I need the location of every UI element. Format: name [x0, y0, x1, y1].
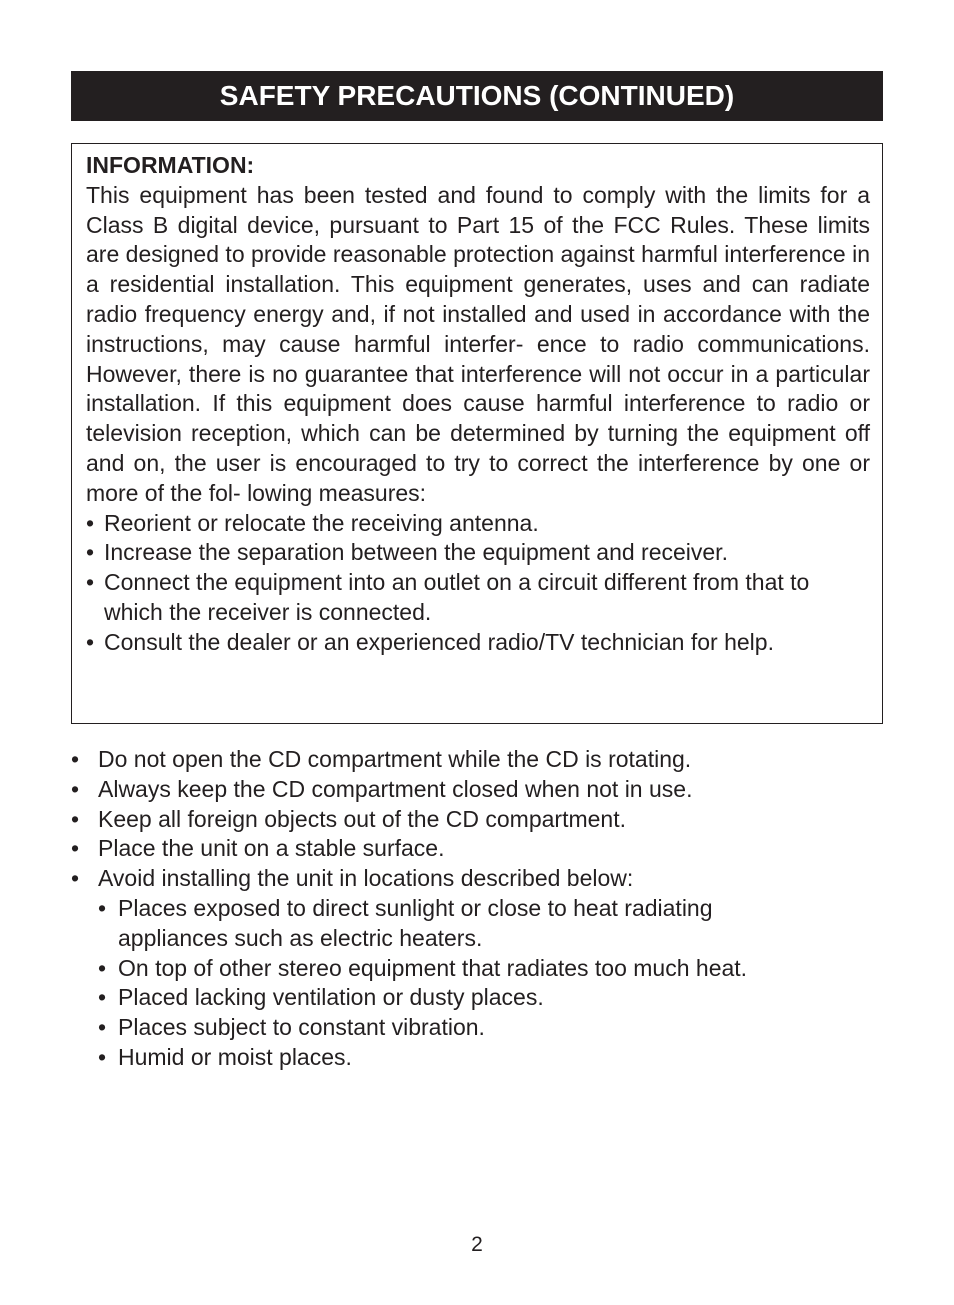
- precaution-item: [71, 745, 883, 775]
- bullet-icon: •: [98, 984, 107, 1011]
- location-item: [71, 1013, 808, 1043]
- bullet-icon: •: [98, 1014, 107, 1041]
- measure-text: Consult the dealer or an experienced radio/TV technician for help.: [104, 628, 774, 655]
- locations-to-avoid-list: [98, 894, 883, 1073]
- precaution-text: Always keep the CD compartment closed when not in use.: [98, 775, 693, 802]
- location-text: On top of other stereo equipment that radiates too much heat.: [118, 954, 748, 981]
- measure-item: [86, 568, 870, 628]
- page-title: SAFETY PRECAUTIONS (CONTINUED): [71, 71, 883, 121]
- fcc-information-content: [86, 151, 870, 658]
- page-number: 2: [471, 1233, 483, 1256]
- measure-item: [86, 628, 870, 658]
- precaution-text: Keep all foreign objects out of the CD compartment.: [98, 805, 627, 832]
- measure-text: Connect the equipment into an outlet on a circuit different from that to which the receiver is connected.: [104, 569, 810, 625]
- fcc-information-box: [71, 143, 883, 724]
- measure-text: Reorient or relocate the receiving antenna.: [104, 509, 539, 536]
- measure-item: [86, 538, 870, 568]
- precaution-text: Avoid installing the unit in locations described below:: [98, 865, 634, 892]
- precaution-text: Do not open the CD compartment while the CD is rotating.: [98, 746, 692, 772]
- location-item: [71, 983, 808, 1013]
- location-text: Places subject to constant vibration.: [118, 1014, 485, 1041]
- measure-item: [86, 509, 870, 539]
- bullet-icon: •: [71, 746, 80, 772]
- bullet-icon: •: [98, 894, 107, 921]
- precaution-item: [71, 834, 883, 864]
- location-item: [71, 1043, 808, 1073]
- precaution-item: [71, 775, 883, 805]
- bullet-icon: •: [71, 805, 80, 832]
- precaution-item: [71, 805, 883, 835]
- bullet-icon: •: [71, 775, 80, 802]
- measure-text: Increase the separation between the equipment and receiver.: [104, 539, 728, 566]
- location-item: [71, 954, 808, 984]
- location-item: [71, 894, 808, 954]
- precaution-text: Place the unit on a stable surface.: [98, 835, 445, 862]
- bullet-icon: •: [98, 1043, 107, 1070]
- interference-measures-list: [86, 509, 870, 658]
- information-heading: INFORMATION:: [86, 152, 255, 178]
- bullet-icon: •: [71, 865, 80, 892]
- bullet-icon: •: [71, 835, 80, 862]
- bullet-icon: •: [98, 954, 107, 981]
- information-paragraph: This equipment has been tested and found to comply with the limits for a Class B digital device, pursuant to Part 15 of the FCC Rules. These limits are designed to provide reasonable protection against harmful interference in a residential installation. This equipment generates, uses and can radiate radio frequency energy and, if not installed and used in accordance with the instructions, may cause harmful interfer- ence to radio communications. However, there is no guarantee that interference will not occur in a particular installation. If this equipment does cause harmful interference to radio or television reception, which can be determined by turning the equipment off and on, the user is encouraged to try to correct the interference by one or more of the fol- lowing measures:: [86, 181, 870, 506]
- location-text: Places exposed to direct sunlight or close to heat radiating appliances such as electric heaters.: [118, 894, 713, 951]
- location-text: Placed lacking ventilation or dusty places.: [118, 984, 544, 1011]
- precautions-list: [71, 745, 883, 1073]
- precaution-item: [71, 864, 883, 1073]
- location-text: Humid or moist places.: [118, 1043, 352, 1070]
